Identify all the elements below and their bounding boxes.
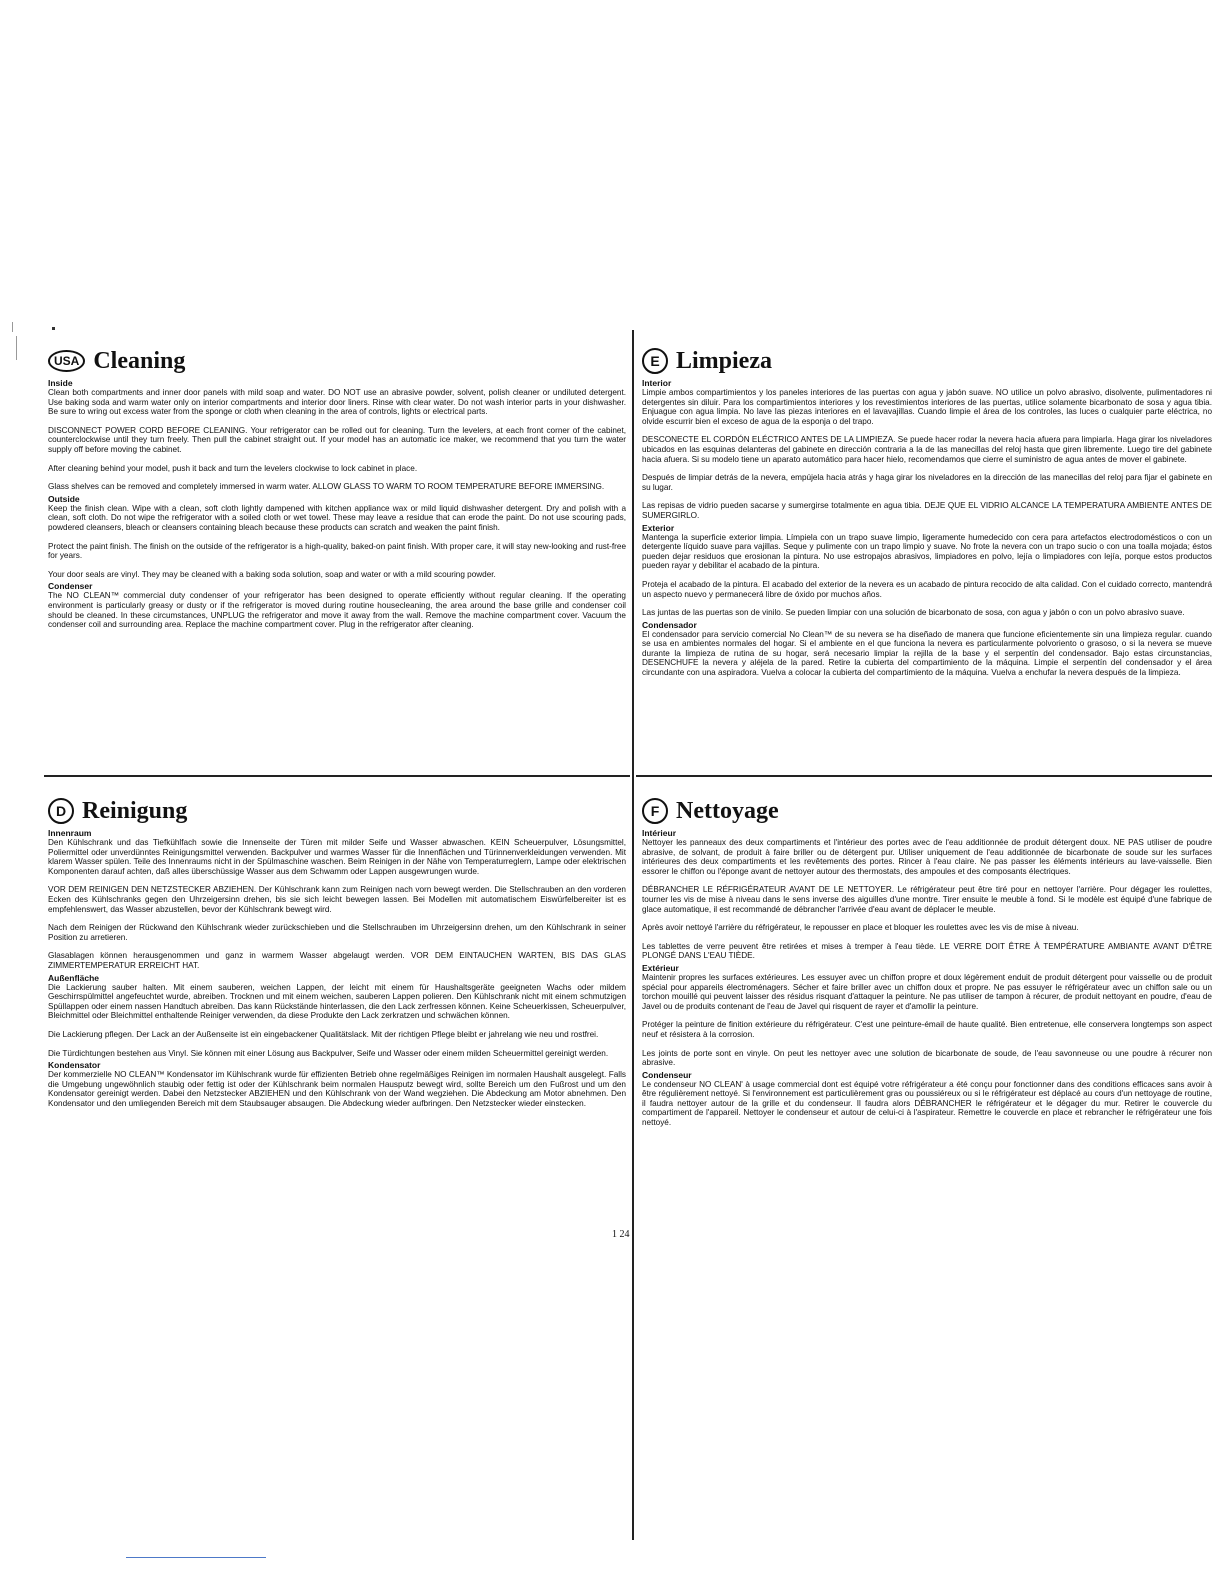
paragraph: Glass shelves can be removed and completely immersed in warm water. ALLOW GLASS TO WARM TO ROOM TEMPERATURE BEFORE IMMERSING. bbox=[48, 482, 605, 492]
paragraph: DISCONNECT POWER CORD BEFORE CLEANING. Your refrigerator can be rolled out for cleaning. Turn the levelers, at each front corner of the cabinet, counterclockwise until they turn freely. Then pull the cabinet straight out. If your model has an automatic ice maker, we recommend that you turn the water supply off before moving the cabinet. bbox=[48, 425, 626, 454]
section-nettoyage-fr bbox=[642, 798, 1212, 1198]
outside-heading: Außenfläche bbox=[48, 972, 100, 983]
inside-heading: Intérieur bbox=[642, 828, 677, 838]
condenser-heading: Condensador bbox=[642, 619, 697, 630]
paragraph: Le condenseur NO CLEAN' à usage commercial dont est équipé votre réfrigérateur a été conçu pour fonctionner dans des conditions efficaces sans avoir à être régulièrement nettoyé. Si l'environnement est particulièrement gras ou poussiéreux ou si le réfrigérateur est déplacé au cours d'un nettoyage de routine, il faudra nettoyer autour de la grille et du condenseur. Il faudra alors DÉBRANCHER le réfrigérateur et le dégager du mur. Retirer le couvercle du compartiment de l'appareil. Nettoyer le condenseur et autour de celui-ci à l'aspirateur. Remettre le couvercle en place et rebrancher le réfrigérateur une fois nettoyé. bbox=[642, 1079, 1212, 1128]
paragraph: Keep the finish clean. Wipe with a clean, soft cloth lightly dampened with kitchen appliance wax or mild liquid dishwasher detergent. Dry and polish with a clean, soft cloth. Do not wipe the refrigerator with a soiled cloth or wet towel. These may leave a residue that can erode the paint. Do not use scouring pads, powdered cleansers, bleach or cleansers containing bleach because these products can scratch and weaken the paint finish. bbox=[48, 503, 626, 532]
section-header bbox=[642, 798, 1212, 824]
paragraph: The NO CLEAN™ commercial duty condenser of your refrigerator has been designed to operate efficiently without regular cleaning. If the operating environment is particularly greasy or dusty or if the refrigerator is moved during routine housecleaning, the area around the base grille and condenser coil should be cleaned. In these circumstances, UNPLUG the refrigerator and move it away from the wall. Remove the machine compartment cover. Vacuum the condenser coil and surrounding area. Replace the machine compartment cover. Plug in the refrigerator after cleaning. bbox=[48, 591, 626, 630]
e-badge-icon: E bbox=[642, 348, 668, 374]
section-title: Cleaning bbox=[93, 348, 186, 374]
paragraph: Limpie ambos compartimientos y los paneles interiores de las puertas con agua y jabón suave. NO utilice un polvo abrasivo, disolvente, pulimentadores ni detergentes sin diluir. Para los compartimientos interiores y los revestimientos interiores de las puertas, utilice solamente bicarbonato de sosa y agua tibia. Enjuague con agua limpia. No lave las piezas interiores en el lavavajillas. Cuando limpie el área de los controles, las luces o cualquier parte eléctrica, no olvide escurrir bien el exceso de agua de la esponja o del trapo. bbox=[642, 388, 1212, 426]
section-header bbox=[48, 798, 626, 824]
outside-heading: Outside bbox=[48, 493, 80, 504]
paragraph: Maintenir propres les surfaces extérieures. Les essuyer avec un chiffon propre et doux légèrement enduit de produit détergent pour vaisselle ou de produit spécial pour appareils électroménagers. Sécher et faire briller avec un chiffon doux et propre. Ne pas essuyer le réfrigérateur avec un chiffon sale ou un torchon mouillé qui peuvent laisser des résidus risquant d'attaquer la peinture. Ne pas utiliser de tampon à récurer, de produit nettoyant en poudre, d'eau de Javel ou de produits contenant de l'eau de Javel qui risquent de rayer et d'amollir la peinture. bbox=[642, 972, 1212, 1011]
f-badge-icon: F bbox=[642, 798, 668, 824]
footer-rule bbox=[126, 1557, 266, 1558]
scan-edge-mark bbox=[12, 322, 13, 332]
paragraph: Après avoir nettoyé l'arrière du réfrigérateur, le repousser en place et bloquer les roulettes avec les vis de mise à niveau. bbox=[642, 923, 1079, 933]
scan-edge-mark bbox=[16, 336, 17, 360]
inside-heading: Innenraum bbox=[48, 828, 92, 838]
paragraph: DESCONECTE EL CORDÓN ELÉCTRICO ANTES DE LA LIMPIEZA. Se puede hacer rodar la nevera hacia afuera para limpiarla. Haga girar los niveladores ubicados en las esquinas delanteras del gabinete en dirección contraria a la de las manecillas del reloj hasta que giren libremente. Luego tire del gabinete hacia afuera. Si su modelo tiene un aparato automático para hacer hielo, recomendamos que cierre el suministro de agua antes de mover el gabinete. bbox=[642, 435, 1212, 464]
section-title: Nettoyage bbox=[676, 798, 779, 824]
paragraph: Mantenga la superficie exterior limpia. Límpiela con un trapo suave limpio, ligeramente humedecido con cera para artefactos electrodomésticos o con un detergente líquido suave para vajillas. Seque y pulimente con un trapo limpio y suave. No frote la nevera con un trapo sucio o con una toalla mojada; éstos pueden dejar residuos que erosionan la pintura. No use estropajos abrasivos, limpiadores en polvo, lejía o limpiadores con lejía, porque estos productos pueden rayar y debilitar el acabado de la pintura. bbox=[642, 532, 1212, 571]
outside-heading: Exterior bbox=[642, 522, 675, 533]
paragraph: Protéger la peinture de finition extérieure du réfrigérateur. C'est une peinture-émail de haute qualité. Bien entretenue, elle conservera longtemps son aspect neuf et résistera à la corrosion. bbox=[642, 1020, 1212, 1039]
paragraph: Den Kühlschrank und das Tiefkühlfach sowie die Innenseite der Türen mit milder Seife und Wasser abwaschen. KEIN Scheuerpulver, Lösungsmittel, Poliermittel oder unverdünntes Reinigungsmittel verwenden. Backpulver und warmes Wasser für die Innenflächen und Türinnenverkleidungen verwenden. Mit klarem Wasser spülen. Teile des Innenraums nicht in der Spülmaschine waschen. Beim Reinigen in der Nähe von Temperaturreglern, Lampe oder elektrischen Komponenten darauf achten, daß alles überschüssige Wasser aus dem Schwamm oder Lappen ausgewrungen wurde. bbox=[48, 838, 626, 876]
left-divider bbox=[44, 775, 630, 777]
condenser-heading: Condenser bbox=[48, 581, 93, 592]
section-header bbox=[48, 348, 626, 374]
paragraph: Las juntas de las puertas son de vinilo. Se pueden limpiar con una solución de bicarbonato de sosa, con agua y jabón o con un polvo abrasivo suave. bbox=[642, 608, 1185, 618]
inside-heading: Interior bbox=[642, 378, 672, 388]
right-divider bbox=[636, 775, 1212, 777]
condenser-heading: Condenseur bbox=[642, 1069, 692, 1080]
paragraph: Proteja el acabado de la pintura. El acabado del exterior de la nevera es un acabado de pintura recocido de alta calidad. Con el cuidado correcto, mantendrá un aspecto nuevo y permanecerá libre de óxido por muchos años. bbox=[642, 579, 1212, 599]
section-title: Limpieza bbox=[676, 348, 772, 374]
condenser-heading: Kondensator bbox=[48, 1060, 101, 1071]
inside-heading: Inside bbox=[48, 378, 73, 388]
scan-speck bbox=[52, 327, 55, 330]
paragraph: Clean both compartments and inner door panels with mild soap and water. DO NOT use an abrasive powder, solvent, polish cleaner or undiluted detergent. Use baking soda and warm water only on interior compartments and interior door liners. Rinse with clear water. Do not wash interior parts in your dishwasher. Be sure to wring out excess water from the sponge or cloth when cleaning in the area of controls, lights or electrical parts. bbox=[48, 388, 626, 417]
page-number: 1 24 bbox=[612, 1229, 630, 1240]
section-header bbox=[642, 348, 1212, 374]
paragraph: Die Lackierung sauber halten. Mit einem sauberen, weichen Lappen, der leicht mit einem für Haushaltsgeräte geeigneten Wachs oder mildem Geschirrspülmittel angefeuchtet wurde, abreiben. Trocknen und mit einem weichen, sauberen Lappen polieren. Den Kühlschrank nicht mit einem schmutzigen Spüllappen oder einem nassen Handtuch abreiben. Das kann Rückstände hinterlassen, die den Lack zerfressen können. Keine Scheuerkissen, Scheuerpulver, Bleichmittel oder Bleichmittel enthaltende Reiniger verwenden, da diese Produkte den Lack zerkratzen und schwächen können. bbox=[48, 982, 626, 1021]
paragraph: Glasablagen können herausgenommen und ganz in warmem Wasser abgelaugt werden. VOR DEM EINTAUCHEN WARTEN, BIS DAS GLAS ZIMMERTEMPERATUR ERREICHT HAT. bbox=[48, 951, 626, 970]
paragraph: Les tablettes de verre peuvent être retirées et mises à tremper à l'eau tiède. LE VERRE DOIT ÊTRE À TEMPÉRATURE AMBIANTE AVANT D'ÊTRE PLONGÉ DANS L'EAU TIÈDE. bbox=[642, 941, 1212, 961]
paragraph: Después de limpiar detrás de la nevera, empújela hacia atrás y haga girar los niveladores en la dirección de las manecillas del reloj para fijar el gabinete en su lugar. bbox=[642, 473, 1212, 492]
usa-badge-icon: USA bbox=[48, 350, 85, 372]
paragraph: Nach dem Reinigen der Rückwand den Kühlschrank wieder zurückschieben und die Stellschrauben im Uhrzeigersinn drehen, um den Kühlschrank in seiner Position zu arretieren. bbox=[48, 923, 626, 942]
paragraph: Les joints de porte sont en vinyle. On peut les nettoyer avec une solution de bicarbonate de soude, de l'eau savonneuse ou une poudre à récurer non abrasive. bbox=[642, 1048, 1212, 1068]
paragraph: Die Türdichtungen bestehen aus Vinyl. Sie können mit einer Lösung aus Backpulver, Seife und Wasser oder einem milden Scheuermittel gereinigt werden. bbox=[48, 1048, 609, 1058]
paragraph: VOR DEM REINIGEN DEN NETZSTECKER ABZIEHEN. Der Kühlschrank kann zum Reinigen nach vorn bewegt werden. Die Stellschrauben an den vorderen Ecken des Kühlschranks gegen den Uhrzeigersinn drehen, bis sie sich leicht bewegen lassen. Bei Modellen mit automatischem Eiswürfelbereiter ist es empfehlenswert, das Wasser abzustellen, bevor der Kühlschrank bewegt wird. bbox=[48, 885, 626, 914]
center-divider bbox=[632, 330, 634, 1540]
paragraph: Your door seals are vinyl. They may be cleaned with a baking soda solution, soap and water or with a mild scouring powder. bbox=[48, 569, 496, 579]
paragraph: DÉBRANCHER LE RÉFRIGÉRATEUR AVANT DE LE NETTOYER. Le réfrigérateur peut être tiré pour en nettoyer l'arrière. Pour dégager les roulettes, tourner les vis de mise à niveau dans le sens inverse des aiguilles d'une montre. Tirer ensuite le meuble à fond. Si le modèle est équipé d'une fabrique de glace automatique, il est recommandé de débrancher l'arrivée d'eau avant de déplacer le meuble. bbox=[642, 885, 1212, 914]
d-badge-icon: D bbox=[48, 798, 74, 824]
outside-heading: Extérieur bbox=[642, 962, 679, 973]
paragraph: El condensador para servicio comercial No Clean™ de su nevera se ha diseñado de manera que funcione eficientemente sin una limpieza regular. cuando se usa en ambientes normales del hogar. Si el ambiente en el que funciona la nevera es particularmente polvoriento o grasoso, o si la nevera se mueve durante la limpieza de rutina de su hogar, será necesario limpiar la rejilla de la base y el serpentín del condensador. Bajo estas circunstancias, DESENCHUFE la nevera y aléjela de la pared. Retire la cubierta del compartimiento de la máquina. Limpie el serpentín del condensador y el área circundante con una aspiradora. Vuelva a colocar la cubierta del compartimiento de la máquina. Vuelva a enchufar la nevera después de la limpieza. bbox=[642, 629, 1212, 678]
paragraph: Die Lackierung pflegen. Der Lack an der Außenseite ist ein eingebackener Qualitätslack. Mit der richtigen Pflege bleibt er jahrelang wie neu und rostfrei. bbox=[48, 1029, 599, 1039]
paragraph: Nettoyer les panneaux des deux compartiments et l'intérieur des portes avec de l'eau additionnée de produit détergent doux. NE PAS utiliser de poudre abrasive, de solvant, de produit à faire briller ou de détergent pur. Utiliser uniquement de l'eau additionnée de bicarbonate de soude sur les surfaces intérieures des deux compartiments et les revêtements des portes. Rincer à l'eau claire. Ne pas passer les éléments intérieurs au lave-vaisselle. Bien essorer le chiffon ou l'éponge avant de nettoyer autour des thermostats, des ampoules et des composants électriques. bbox=[642, 838, 1212, 876]
paragraph: Las repisas de vidrio pueden sacarse y sumergirse totalmente en agua tibia. DEJE QUE EL VIDRIO ALCANCE LA TEMPERATURA AMBIENTE ANTES DE SUMERGIRLO. bbox=[642, 501, 1212, 520]
paragraph: Protect the paint finish. The finish on the outside of the refrigerator is a high-quality, baked-on paint finish. With proper care, it will stay new-looking and rust-free for years. bbox=[48, 541, 626, 561]
paragraph: Der kommerzielle NO CLEAN™ Kondensator im Kühlschrank wurde für effizienten Betrieb ohne regelmäßiges Reinigen im normalen Haushalt ausgelegt. Falls die Umgebung ungewöhnlich staubig oder fettig ist oder der Kühlschrank beim normalen Hausputz bewegt wird, sollte Bereich um den Fußrost und um den Kondensator gereinigt werden. Dabei den Netzstecker ABZIEHEN und den Kühlschrank von der Wand wegziehen. Die Abdeckung am Motor abnehmen. Den Kondensator und den umliegenden Bereich mit dem Staubsauger absaugen. Die Abdeckung wieder aufbringen. Den Netzstecker wieder einstecken. bbox=[48, 1070, 626, 1108]
section-limpieza-es bbox=[642, 348, 1212, 772]
paragraph: After cleaning behind your model, push it back and turn the levelers clockwise to lock cabinet in place. bbox=[48, 463, 418, 473]
section-cleaning-usa bbox=[48, 348, 626, 768]
section-title: Reinigung bbox=[82, 798, 188, 824]
section-reinigung-de bbox=[48, 798, 626, 1218]
